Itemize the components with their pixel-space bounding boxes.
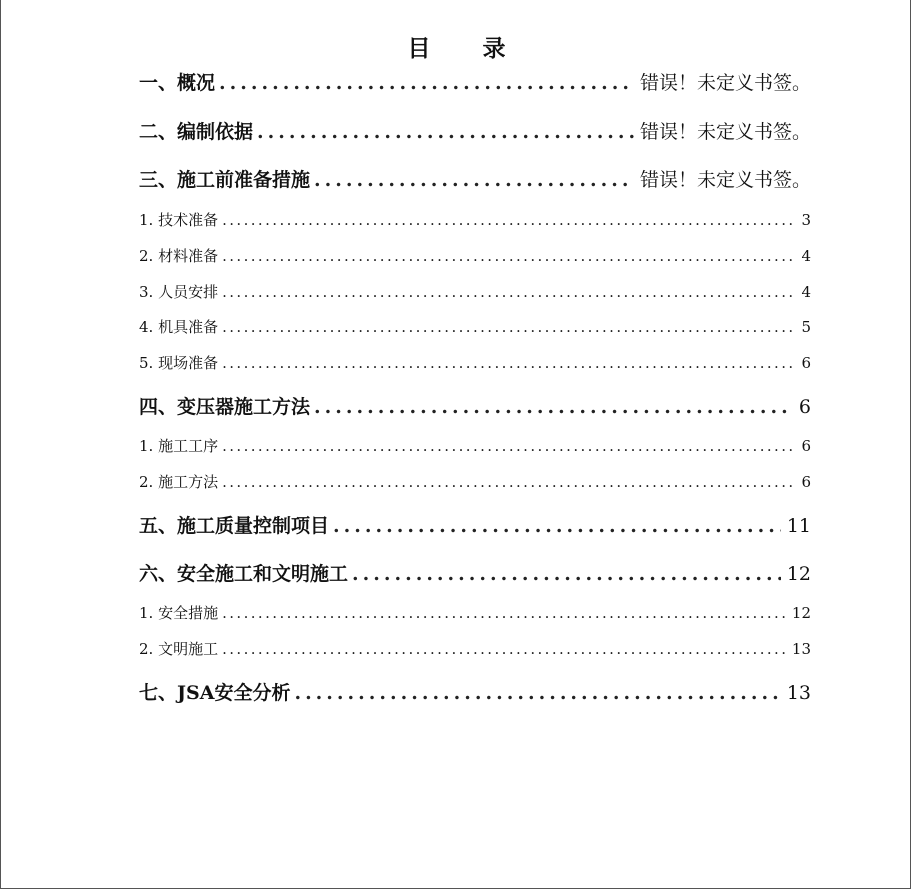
toc-entry[interactable] — [139, 117, 811, 144]
toc-leader-dots — [222, 211, 795, 229]
toc-leader-dots — [222, 437, 795, 455]
toc-leader-dots — [222, 354, 795, 372]
toc-entry-page: 3 — [801, 211, 811, 229]
toc-leader-dots — [314, 169, 634, 191]
toc-entry-page: 12 — [791, 604, 811, 622]
toc-entry[interactable] — [139, 209, 811, 230]
toc-entry[interactable] — [139, 281, 811, 302]
toc-entry[interactable] — [139, 511, 811, 538]
toc-entry-page: 错误！未定义书签。 — [639, 169, 811, 191]
toc-leader-dots — [219, 72, 634, 94]
toc-leader-dots — [222, 604, 786, 622]
toc-entry-label: 一、概况 — [139, 72, 216, 94]
toc-entry-label: 四、变压器施工方法 — [139, 396, 311, 418]
toc-entry-page: 6 — [801, 473, 811, 491]
toc-entry-page: 4 — [801, 247, 811, 265]
toc-entry[interactable] — [139, 602, 811, 623]
toc-entry-page: 6 — [801, 437, 811, 455]
toc-entry-page: 6 — [801, 354, 811, 372]
toc-entry-page: 13 — [786, 682, 811, 704]
toc-leader-dots — [352, 563, 781, 585]
toc-entry[interactable] — [139, 165, 811, 192]
toc-entry-label: 4. 机具准备 — [139, 318, 219, 336]
toc-leader-dots — [333, 515, 781, 537]
toc-leader-dots — [222, 473, 795, 491]
toc-leader-dots — [222, 283, 795, 301]
toc-entry[interactable] — [139, 678, 811, 705]
toc-entry-page: 错误！未定义书签。 — [639, 121, 811, 143]
toc-entry-label: 1. 施工工序 — [139, 437, 219, 455]
toc-entry-page: 11 — [786, 515, 811, 537]
toc-entry-page: 错误！未定义书签。 — [639, 72, 811, 94]
toc-entry-label: 3. 人员安排 — [139, 283, 219, 301]
toc-entry-label: 1. 技术准备 — [139, 211, 219, 229]
toc-entry-label: 二、编制依据 — [139, 121, 254, 143]
toc-entry[interactable] — [139, 435, 811, 456]
toc-entry[interactable] — [139, 352, 811, 373]
toc-entry-page: 13 — [791, 640, 811, 658]
toc-entry-page: 4 — [801, 283, 811, 301]
toc-entry[interactable] — [139, 392, 811, 419]
toc-entry[interactable] — [139, 559, 811, 586]
toc-entry-label: 2. 文明施工 — [139, 640, 219, 658]
toc-entry-page: 5 — [801, 318, 811, 336]
toc-entry-label: 5. 现场准备 — [139, 354, 219, 372]
toc-leader-dots — [294, 682, 780, 704]
toc-leader-dots — [257, 121, 634, 143]
toc-leader-dots — [222, 318, 795, 336]
toc-entry-label: 七、JSA安全分析 — [139, 682, 291, 704]
toc-title: 目 录 — [407, 35, 528, 62]
toc-entry-label: 1. 安全措施 — [139, 604, 219, 622]
toc-entry-page: 12 — [786, 563, 811, 585]
toc-leader-dots — [222, 640, 786, 658]
toc-leader-dots — [222, 247, 795, 265]
toc-leader-dots — [314, 396, 793, 418]
toc-entry-label: 六、安全施工和文明施工 — [139, 563, 349, 585]
toc-entry-page: 6 — [798, 396, 811, 418]
toc-entry[interactable] — [139, 638, 811, 659]
toc-entry[interactable] — [139, 68, 811, 95]
toc-entry-label: 五、施工质量控制项目 — [139, 515, 330, 537]
toc-entry-label: 2. 材料准备 — [139, 247, 219, 265]
toc-entry[interactable] — [139, 471, 811, 492]
toc-entry-label: 三、施工前准备措施 — [139, 169, 311, 191]
toc-entry[interactable] — [139, 316, 811, 337]
toc-entry-label: 2. 施工方法 — [139, 473, 219, 491]
toc-entry[interactable] — [139, 245, 811, 266]
